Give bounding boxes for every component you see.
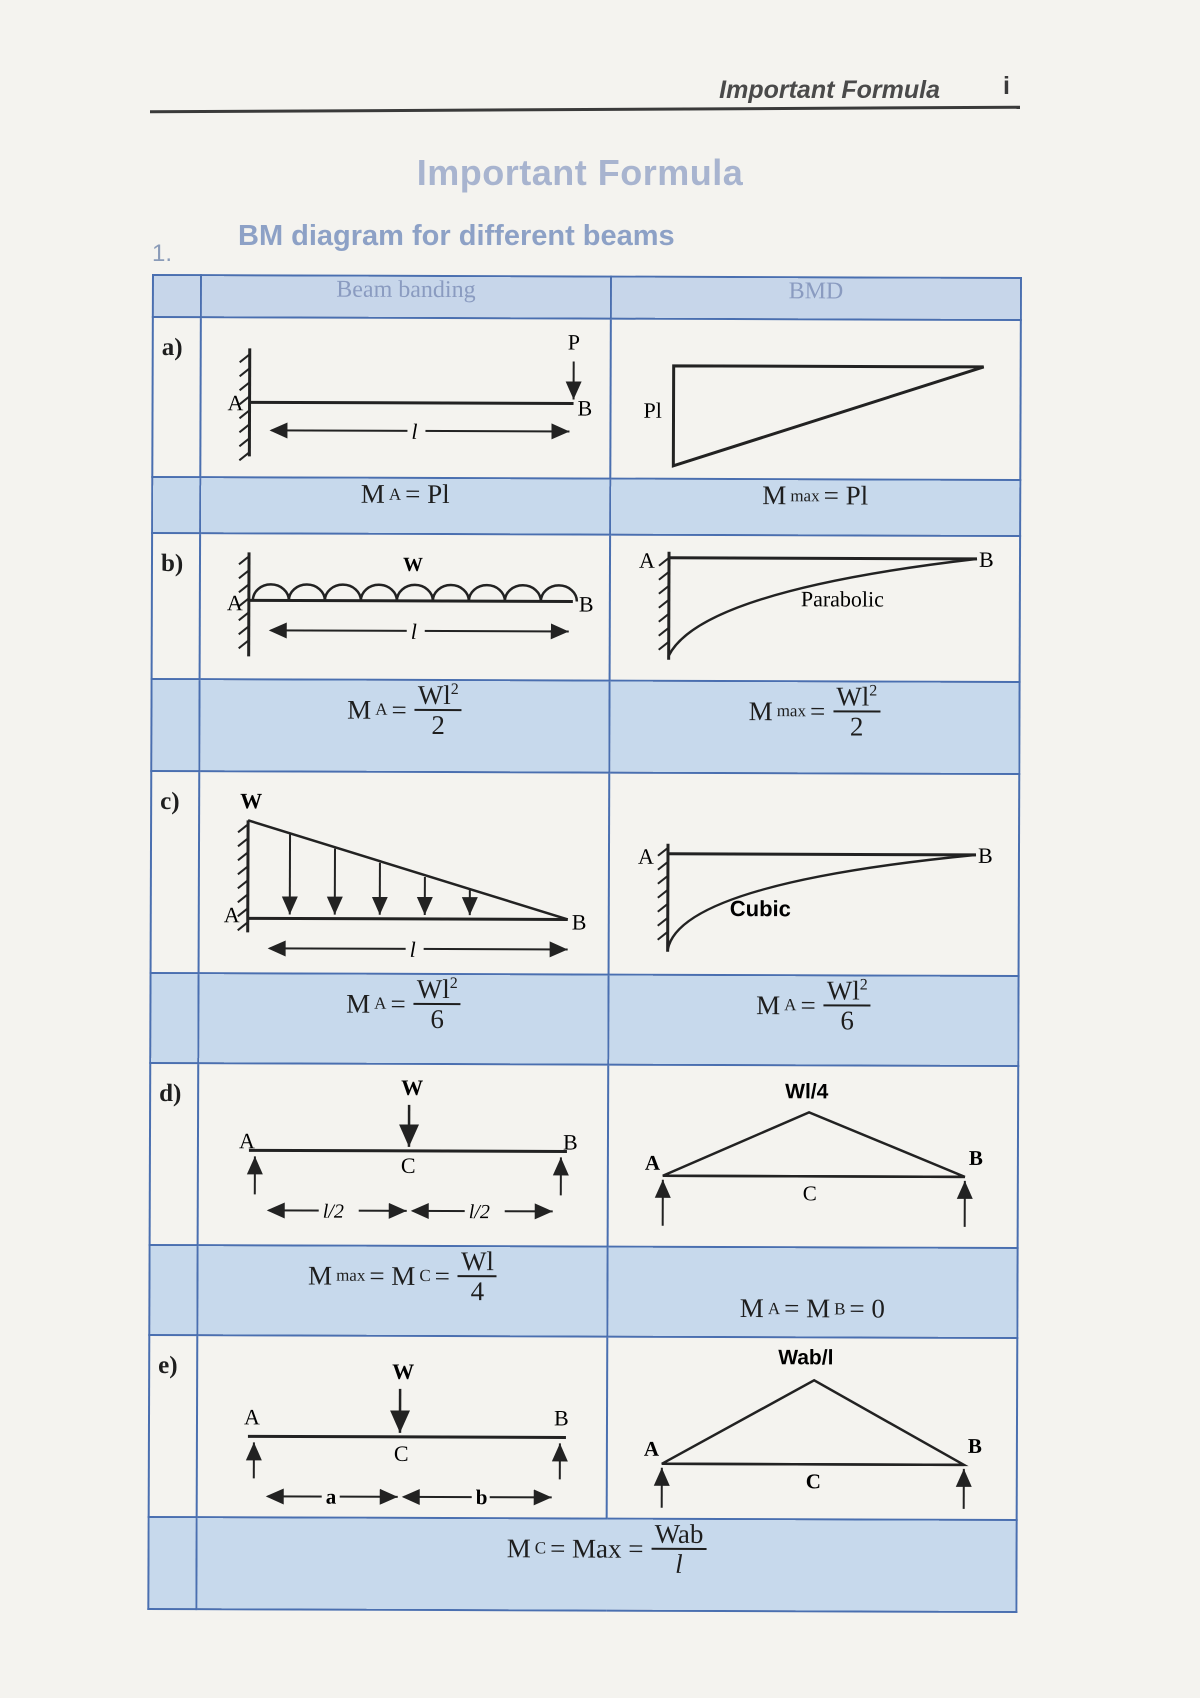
table-row [152, 317, 1021, 480]
bmd-value-label: Pl [643, 397, 662, 423]
end-b-label: B [977, 842, 993, 868]
formula-row [148, 1517, 1016, 1612]
bmd-parabolic [610, 535, 1021, 682]
end-b-label: B [968, 1145, 983, 1170]
header-rule [150, 106, 1020, 114]
row-label: c) [151, 771, 200, 973]
page-title: Important Formula [416, 152, 744, 193]
span-label: l [410, 618, 417, 644]
beam-diagram-cantilever-udl [200, 533, 611, 680]
table-header-row [153, 275, 1021, 320]
table-row [152, 533, 1021, 682]
curve-label: Parabolic [800, 586, 885, 612]
row-spacer [152, 477, 200, 533]
end-a-label: A [227, 390, 244, 416]
bmd-triangle-eccentric [607, 1337, 1018, 1520]
formula-bmd: M max = Pl [610, 479, 1020, 536]
end-a-label: A [637, 843, 654, 869]
load-label: W [240, 788, 263, 814]
table-row [150, 1063, 1019, 1248]
peak-label: Wl/4 [785, 1080, 829, 1104]
table-row [149, 1335, 1018, 1520]
segment-2-label: b [475, 1485, 488, 1510]
formula-row [152, 477, 1020, 536]
formula-row [150, 973, 1018, 1066]
bmd-triangle-center [608, 1065, 1019, 1248]
formula-bmd: M max = $\frac{Wl^2}{2}$ [609, 681, 1019, 774]
peak-label: Wab/l [778, 1346, 834, 1370]
end-a-label: A [223, 902, 240, 928]
load-label: W [392, 1358, 415, 1384]
end-b-label: B [571, 909, 587, 935]
segment-1-label: l/2 [322, 1200, 344, 1223]
end-a-label: A [243, 1404, 260, 1430]
beam-diagram-simply-supported-center-load [198, 1063, 609, 1246]
running-title: Important Formula [719, 76, 940, 104]
formula-bmd: M A = $\frac{Wl^2}{6}$ [608, 975, 1018, 1066]
formula-row [151, 679, 1019, 774]
row-label: e) [149, 1335, 198, 1517]
end-a-label: A [643, 1436, 660, 1461]
end-a-label: A [238, 1128, 255, 1154]
load-label: W [402, 553, 424, 576]
end-b-label: B [577, 395, 593, 421]
page-number: i [1003, 72, 1010, 100]
load-label: P [567, 329, 581, 355]
header-blank [153, 275, 201, 317]
row-label: d) [150, 1063, 199, 1245]
row-label: a) [152, 317, 201, 477]
section-number: 1. [152, 240, 173, 267]
bmd-triangle [610, 319, 1021, 480]
row-spacer [148, 1517, 196, 1609]
formula-bmd: M A = M B = 0 [607, 1247, 1017, 1338]
end-a-label: A [226, 590, 243, 616]
formula-beam: M max = M C = $\frac{Wl}{4}$ [197, 1245, 607, 1336]
load-label: W [401, 1074, 424, 1100]
end-b-label: B [553, 1405, 569, 1431]
span-label: l [409, 936, 416, 962]
mid-label: C [393, 1440, 409, 1466]
row-spacer [149, 1245, 197, 1335]
formula-beam: M A = $\frac{Wl^2}{2}$ [199, 679, 609, 772]
table-row [151, 771, 1020, 976]
formula-row [149, 1245, 1017, 1338]
mid-label: C [802, 1181, 817, 1206]
formula-combined: M C = Max = $\frac{\text{Wab}}{l}$ [196, 1517, 1016, 1612]
row-spacer [151, 679, 199, 771]
page-header [150, 60, 1020, 120]
beam-diagram-cantilever-point-load [200, 317, 611, 478]
span-label: l [411, 418, 418, 444]
mid-label: C [400, 1152, 416, 1178]
end-b-label: B [967, 1433, 982, 1458]
beam-diagram-simply-supported-eccentric-load [197, 1335, 608, 1518]
column-header-beam: Beam banding [201, 275, 611, 318]
mid-label: C [805, 1469, 822, 1494]
bmd-cubic [609, 773, 1020, 976]
formula-beam: M A = $\frac{Wl^2}{6}$ [198, 973, 608, 1064]
row-label: b) [152, 533, 201, 679]
bm-formula-table [147, 274, 1022, 1613]
segment-1-label: a [325, 1484, 337, 1509]
end-b-label: B [978, 546, 994, 572]
column-header-bmd: BMD [611, 277, 1021, 320]
formula-beam: M A = Pl [200, 477, 610, 534]
end-b-label: B [562, 1129, 578, 1155]
row-spacer [150, 973, 198, 1063]
end-b-label: B [578, 591, 594, 617]
section-title: BM diagram for different beams [238, 220, 675, 252]
curve-label: Cubic [729, 896, 791, 922]
end-a-label: A [644, 1150, 661, 1175]
beam-diagram-cantilever-uvl [199, 771, 610, 974]
segment-2-label: l/2 [468, 1201, 490, 1224]
end-a-label: A [638, 547, 655, 573]
